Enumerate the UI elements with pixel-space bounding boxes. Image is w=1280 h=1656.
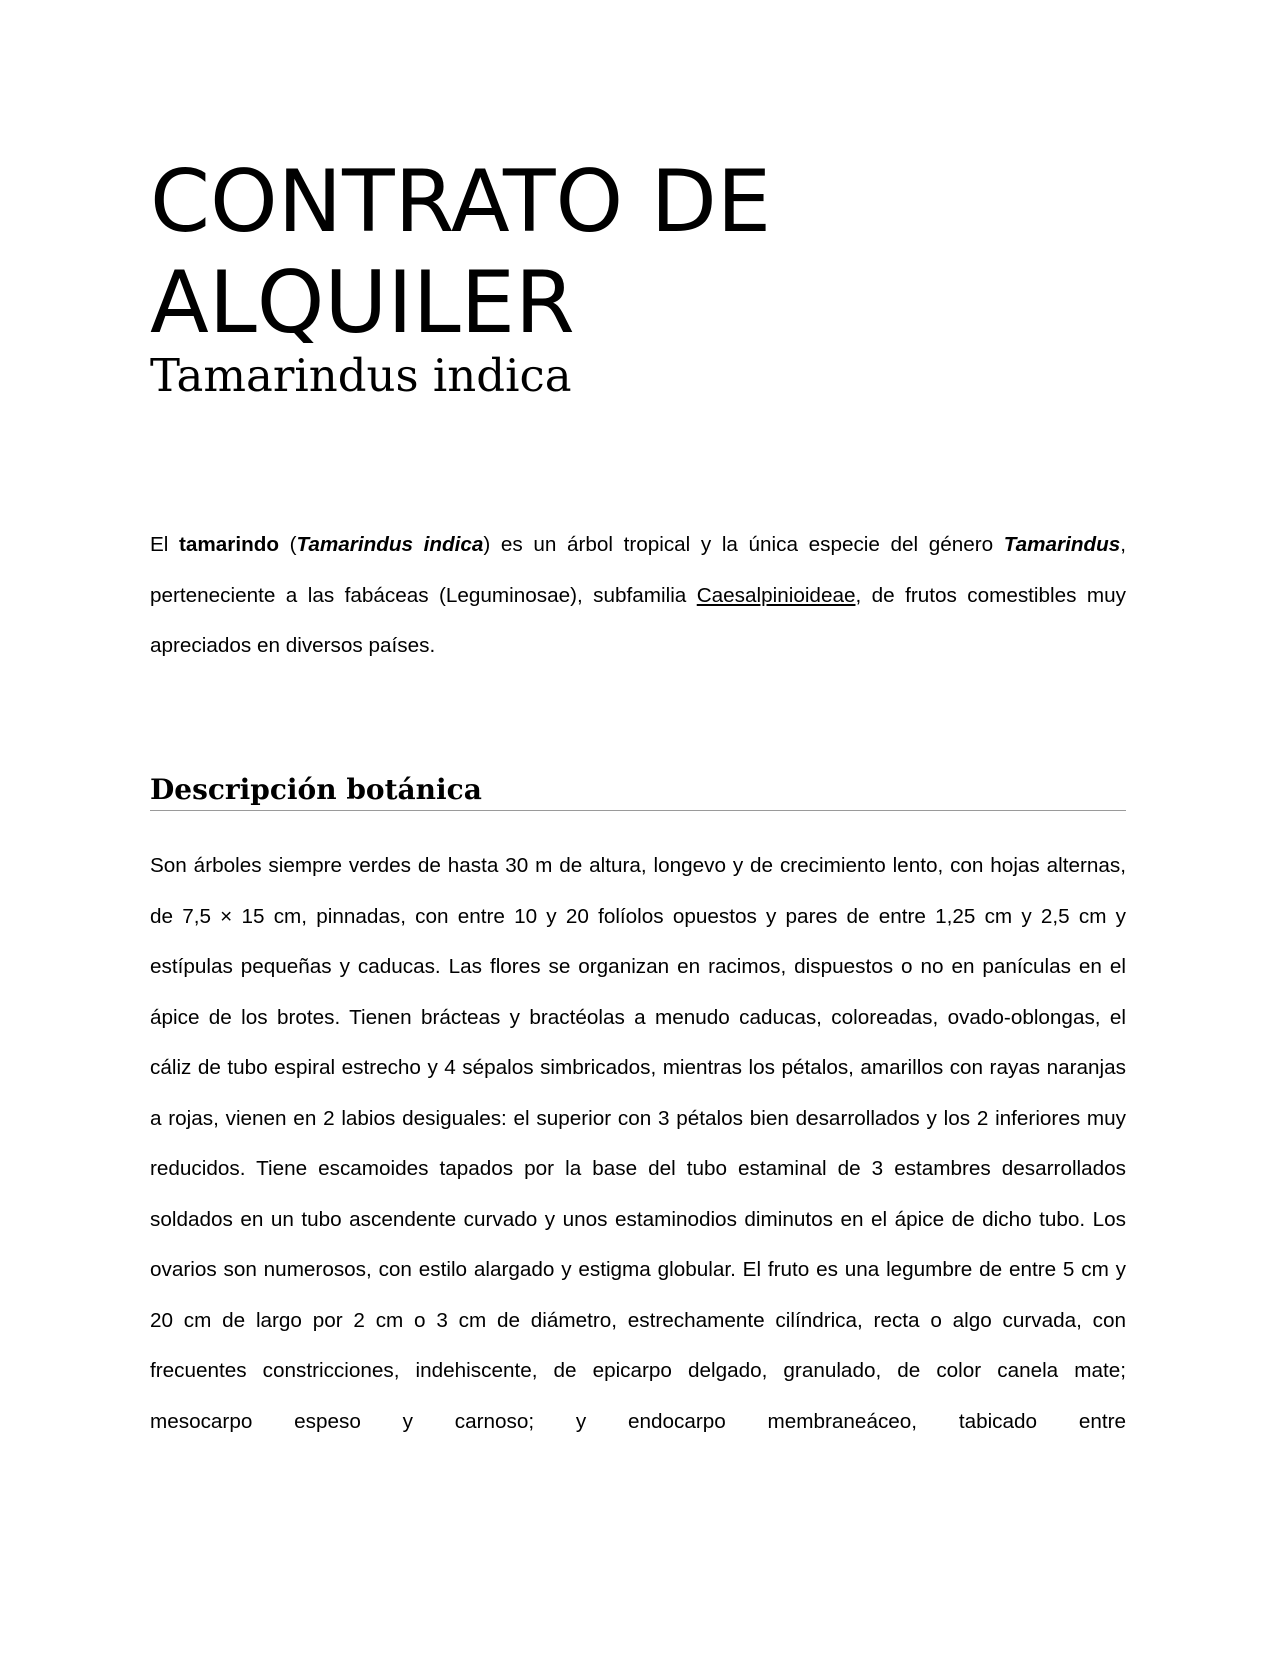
section-heading-descripcion-botanica: Descripción botánica — [150, 770, 1126, 811]
intro-species-name: Tamarindus indica — [296, 533, 484, 556]
intro-text-3: ) es un árbol tropical y la única especie del género — [483, 533, 1004, 556]
caesalpinioideae-link[interactable]: Caesalpinioideae — [696, 583, 856, 607]
section-body-paragraph: Son árboles siempre verdes de hasta 30 m de altura, longevo y de crecimiento lento, con hojas alternas, de 7,5 × 15 cm, pinnadas, con entre 10 y 20 folíolos opuestos y pares de entre 1,25 cm y 2,5 cm y estípulas pequeñas y caducas. Las flores se organizan en racimos, dispuestos o no en panículas en el ápice de los brotes. Tienen brácteas y bractéolas a menudo caducas, coloreadas, ovado-oblongas, el cáliz de tubo espiral estrecho y 4 sépalos simbricados, mientras los pétalos, amarillos con rayas naranjas a rojas, vienen en 2 labios desiguales: el superior con 3 pétalos bien desarrollados y los 2 inferiores muy reducidos. Tiene escamoides tapados por la base del tubo estaminal de 3 estambres desarrollados soldados en un tubo ascendente curvado y unos estaminodios diminutos en el ápice de dicho tubo. Los ovarios son numerosos, con estilo alargado y estigma globular. El fruto es una legumbre de entre 5 cm y 20 cm de largo por 2 cm o 3 cm de diámetro, estrechamente cilíndrica, recta o algo curvada, con frecuentes constricciones, indehiscente, de epicarpo delgado, granulado, de color canela mate; mesocarpo espeso y carnoso; y endocarpo membraneáceo, tabicado entre — [150, 854, 1126, 1433]
document-page — [150, 0, 1126, 1656]
intro-genus-name: Tamarindus — [1003, 533, 1121, 556]
intro-bold-tamarindo: tamarindo — [179, 533, 280, 556]
document-title: CONTRATO DE ALQUILER — [150, 152, 772, 353]
intro-text-2: ( — [279, 533, 297, 556]
document-subtitle: Tamarindus indica — [150, 349, 572, 402]
intro-paragraph — [150, 520, 1126, 672]
intro-text-1: El — [150, 533, 180, 556]
intro-text-4: , perteneciente a las fabáceas (Leguminosae), subfamilia — [150, 533, 1126, 607]
intro-text-5: , de frutos comestibles muy apreciados en diversos países. — [150, 583, 1126, 657]
